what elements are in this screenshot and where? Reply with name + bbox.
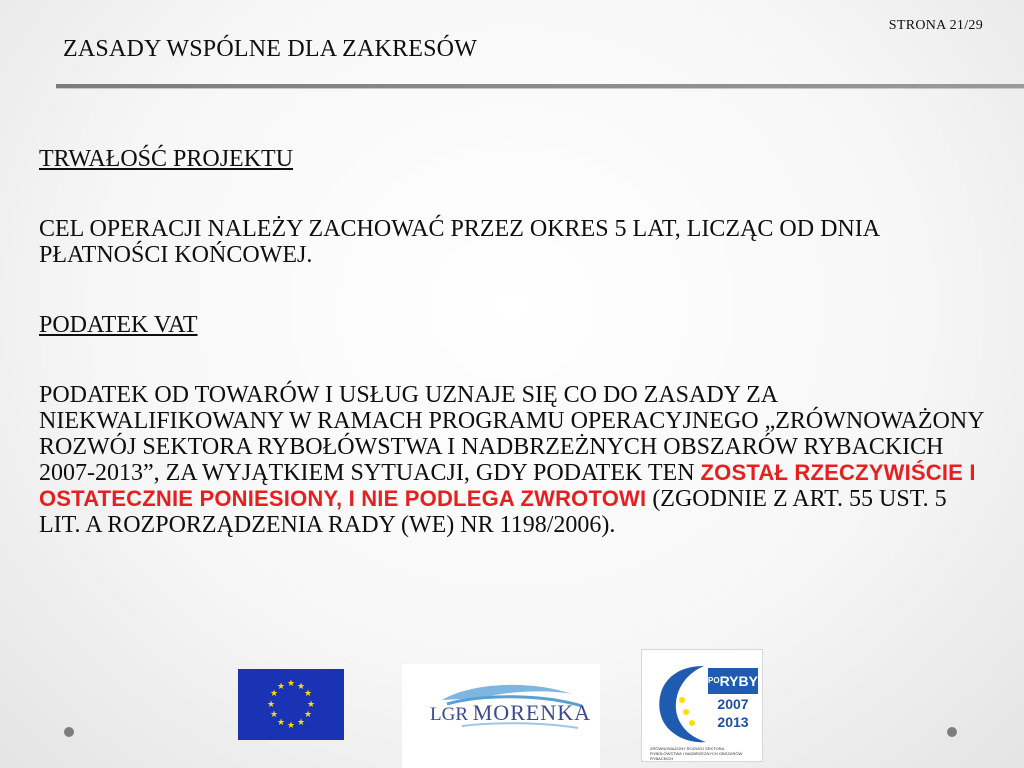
po-ryby-name: RYBY [719,673,758,689]
page-number: STRONA 21/29 [888,18,983,33]
svg-text:★: ★ [276,718,286,728]
svg-text:★: ★ [303,689,313,699]
svg-text:★: ★ [306,700,316,710]
svg-text:★: ★ [303,710,313,720]
title-divider [56,84,1024,89]
section-heading-vat: PODATEK VAT [39,312,198,338]
paragraph-vat [39,382,994,538]
lgr-morenka-logo [402,664,600,768]
svg-text:★: ★ [269,710,279,720]
eu-stars-icon [238,669,344,740]
po-ryby-title [708,668,758,694]
decorative-dot-left [64,727,74,737]
po-ryby-logo [641,649,763,762]
paragraph-vat-text-2: (ZGODNIE Z ART. 55 UST. 5 LIT. A ROZPORZĄDZENIA RADY (WE) NR 1198/2006). [39,486,947,538]
section-heading-durability: TRWAŁOŚĆ PROJEKTU [39,146,294,172]
lgr-name: MORENKA [472,700,591,725]
eu-flag-logo [238,669,344,740]
po-ryby-caption: ZRÓWNOWAŻONY ROZWÓJ SEKTORA RYBOŁÓWSTWA I NADBRZEŻNYCH OBSZARÓW RYBACKICH [650,746,743,761]
slide-title: ZASADY WSPÓLNE DLA ZAKRESÓW [63,36,478,62]
po-ryby-year-end: 2013 [717,714,749,730]
svg-text:★: ★ [286,721,296,731]
svg-text:★: ★ [269,689,279,699]
paragraph-vat-highlight: ZOSTAŁ RZECZYWIŚCIE I OSTATECZNIE PONIESIONY, I NIE PODLEGA ZWROTOWI [39,460,976,511]
po-ryby-year-start: 2007 [717,696,749,712]
paragraph-durability: CEL OPERACJI NALEŻY ZACHOWAĆ PRZEZ OKRES 5 LAT, LICZĄC OD DNIA PŁATNOŚCI KOŃCOWEJ. [39,216,879,268]
lgr-prefix: LGR [430,704,468,725]
svg-text:★: ★ [266,700,276,710]
lgr-logo-text [430,700,591,726]
po-ryby-po: PO [708,676,720,685]
svg-text:★: ★ [286,679,296,689]
decorative-dot-right [947,727,957,737]
svg-text:★: ★ [296,682,306,692]
svg-text:★: ★ [296,718,306,728]
paragraph-vat-text-1: PODATEK OD TOWARÓW I USŁUG UZNAJE SIĘ CO DO ZASADY ZA NIEKWALIFIKOWANY W RAMACH PROGRAMU OPERACYJNEGO „ZRÓWNOWAŻONY ROZWÓJ SEKTORA RYBOŁÓWSTWA I NADBRZEŻNYCH OBSZARÓW RYBACKICH 2007-2013”, ZA WYJĄTKIEM SYTUACJI, GDY PODATEK TEN [39,382,984,486]
svg-text:★: ★ [276,682,286,692]
